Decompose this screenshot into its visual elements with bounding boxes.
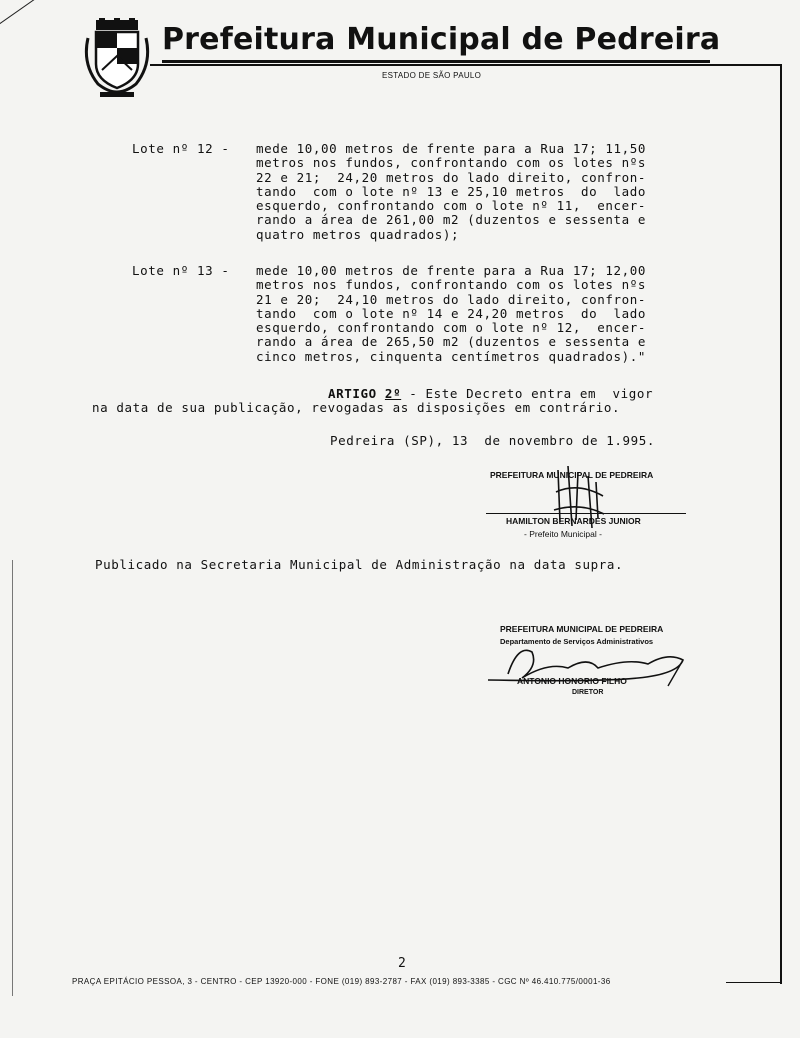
article-2-paragraph — [92, 387, 712, 416]
text-line: esquerdo, confrontando com o lote nº 11, encer- — [256, 198, 647, 214]
signature2-org: PREFEITURA MUNICIPAL DE PEDREIRA — [500, 624, 664, 634]
lot-description — [256, 142, 716, 242]
text-line: 21 e 20; 24,10 metros do lado direito, confron- — [256, 291, 647, 307]
text-line: rando a área de 265,50 m2 (duzentos e sessenta e — [256, 334, 647, 350]
article-keyword: ARTIGO — [328, 386, 377, 401]
article-text: - Este Decreto entra em vigor — [401, 386, 654, 401]
lot-12-paragraph — [132, 142, 722, 252]
signature2-dept: Departamento de Serviços Administrativos — [500, 637, 654, 646]
text-line: mede 10,00 metros de frente para a Rua 17; 11,50 — [256, 141, 647, 156]
lot-13-paragraph — [132, 264, 722, 374]
footer-address: PRAÇA EPITÁCIO PESSOA, 3 - CENTRO - CEP 13920-000 - FONE (019) 893-2787 - FAX (019) 893-3385 - CGC Nº 46.410.775/0001-36 — [72, 977, 611, 986]
signature1-line — [486, 513, 686, 514]
signature2-name: ANTONIO HONORIO FILHO — [517, 676, 627, 686]
text-line: tando com o lote nº 14 e 24,20 metros do lado — [256, 305, 647, 321]
city-coat-of-arms-icon — [82, 18, 152, 100]
signature1-name: HAMILTON BERNARDES JUNIOR — [506, 516, 641, 526]
text-line: cinco metros, cinquenta centímetros quadrados)." — [256, 348, 647, 364]
page-frame-top — [150, 64, 782, 66]
text-line: tando com o lote nº 13 e 25,10 metros do lado — [256, 183, 647, 199]
article-number: 2º — [384, 386, 402, 401]
article-text-line-2: na data de sua publicação, revogadas as disposições em contrário. — [92, 400, 621, 416]
text-line: quatro metros quadrados); — [256, 226, 460, 242]
page-number: 2 — [398, 956, 406, 971]
lot-label: Lote nº 12 - — [132, 141, 230, 156]
text-line: 22 e 21; 24,20 metros do lado direito, confron- — [256, 169, 647, 185]
text-line: metros nos fundos, confrontando com os lotes nºs — [256, 155, 647, 171]
signature2-role: DIRETOR — [572, 689, 604, 696]
page-frame-right — [780, 64, 782, 984]
lot-description — [256, 264, 716, 364]
signature1-org: PREFEITURA MUNICIPAL DE PEDREIRA — [490, 470, 654, 480]
page-title: Prefeitura Municipal de Pedreira — [162, 22, 721, 57]
state-subtitle: ESTADO DE SÃO PAULO — [382, 71, 482, 80]
text-line: rando a área de 261,00 m2 (duzentos e sessenta e — [256, 212, 647, 228]
title-rule — [162, 60, 710, 63]
signature1-role: - Prefeito Municipal - — [524, 529, 602, 539]
text-line: esquerdo, confrontando com o lote nº 12, encer- — [256, 320, 647, 336]
text-line: metros nos fundos, confrontando com os lotes nºs — [256, 277, 647, 293]
lot-label: Lote nº 13 - — [132, 263, 230, 278]
footer-rule — [726, 982, 782, 983]
text-line: mede 10,00 metros de frente para a Rua 17; 12,00 — [256, 263, 647, 278]
publication-note: Publicado na Secretaria Municipal de Administração na data supra. — [95, 557, 624, 572]
dateline: Pedreira (SP), 13 de novembro de 1.995. — [330, 433, 656, 448]
page-frame-left — [12, 560, 13, 996]
